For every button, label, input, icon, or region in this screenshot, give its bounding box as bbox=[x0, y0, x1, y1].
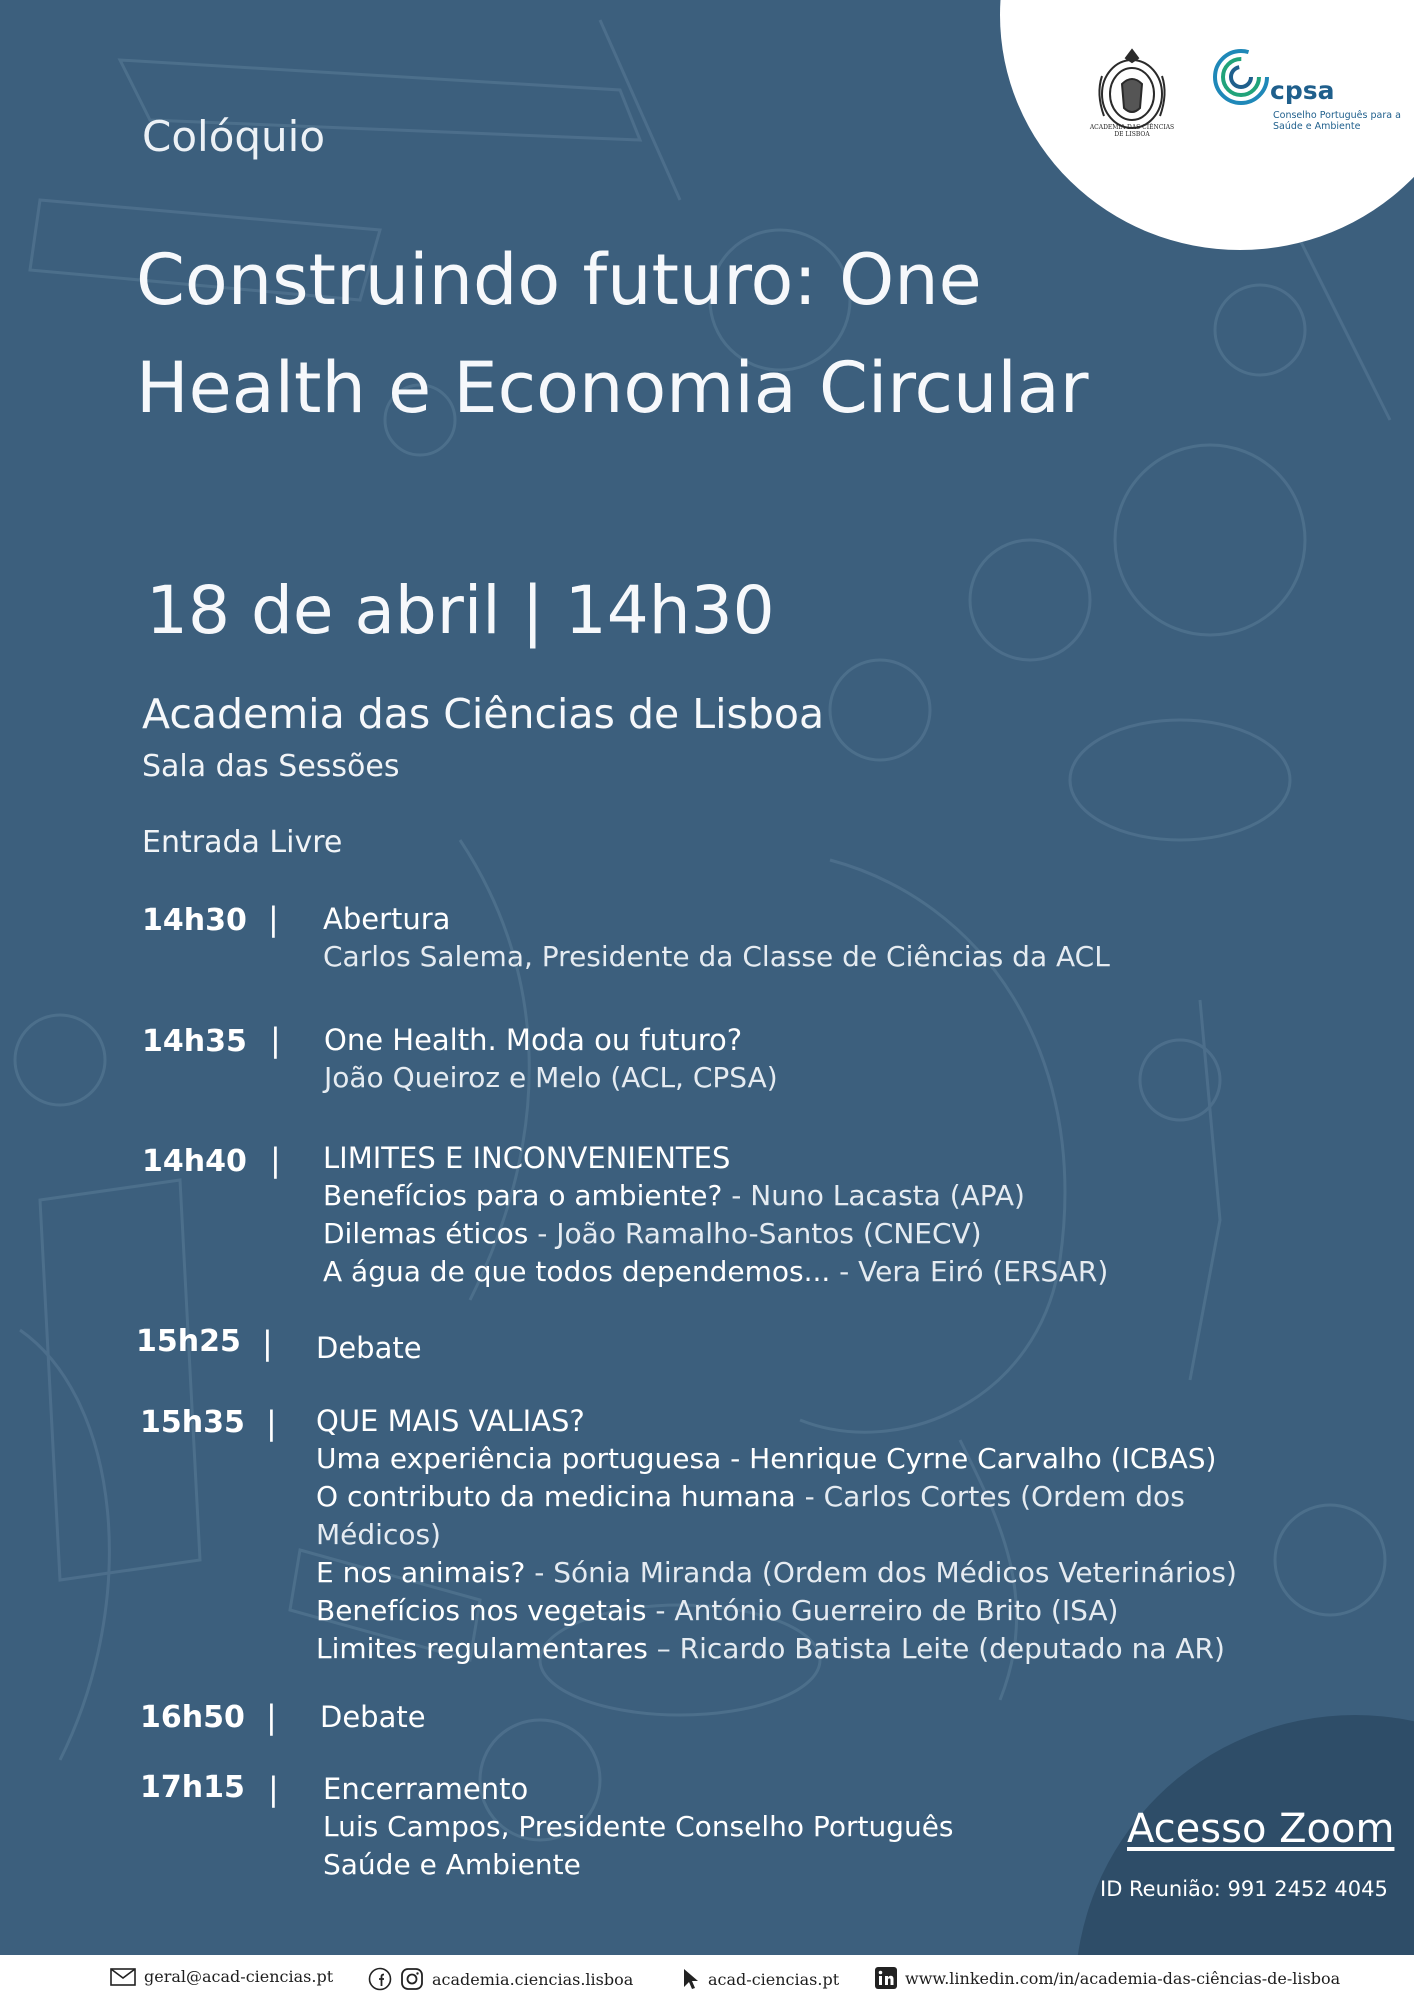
cpsa-logo-subtitle: Conselho Português para a Saúde e Ambiente bbox=[1273, 110, 1401, 132]
footer-linkedin[interactable] bbox=[875, 1967, 1340, 1989]
agenda-body bbox=[323, 1139, 1283, 1291]
agenda-body bbox=[323, 900, 1283, 976]
agenda-title: LIMITES E INCONVENIENTES bbox=[323, 1141, 731, 1175]
agenda-line bbox=[323, 1215, 1283, 1253]
cursor-icon bbox=[682, 1967, 700, 1991]
agenda-title: Abertura bbox=[323, 902, 451, 936]
agenda-line-bold: Uma experiência portuguesa - Henrique Cyrne Carvalho (ICBAS) bbox=[316, 1442, 1217, 1475]
agenda-separator: | bbox=[270, 1141, 281, 1179]
agenda-line-rest: Carlos Salema, Presidente da Classe de Ciências da ACL bbox=[323, 940, 1110, 973]
footer-social[interactable] bbox=[368, 1967, 633, 1991]
agenda-title: Debate bbox=[320, 1700, 426, 1734]
agenda-separator: | bbox=[270, 1021, 281, 1059]
agenda-line-bold: E nos animais? bbox=[316, 1556, 526, 1589]
agenda-line-rest: - António Guerreiro de Brito (ISA) bbox=[646, 1594, 1119, 1627]
agenda-line-bold: A água de que todos dependemos... bbox=[323, 1255, 831, 1288]
event-entry: Entrada Livre bbox=[142, 825, 343, 860]
agenda-separator: | bbox=[262, 1324, 273, 1362]
agenda-body bbox=[320, 1698, 1280, 1736]
agenda-line-rest: - Nuno Lacasta (APA) bbox=[722, 1179, 1025, 1212]
agenda-line-rest: Médicos) bbox=[316, 1518, 441, 1551]
website-url: acad-ciencias.pt bbox=[708, 1969, 840, 1989]
agenda-line-bold: Luis Campos, Presidente Conselho Português bbox=[323, 1810, 954, 1843]
agenda-time: 16h50 bbox=[140, 1700, 245, 1735]
event-kicker: Colóquio bbox=[142, 112, 326, 161]
event-room: Sala das Sessões bbox=[142, 749, 400, 784]
agenda-line-bold: Dilemas éticos bbox=[323, 1217, 529, 1250]
agenda-body bbox=[316, 1329, 1276, 1367]
agenda-line bbox=[323, 938, 1283, 976]
agenda-line bbox=[316, 1630, 1276, 1668]
agenda-title: QUE MAIS VALIAS? bbox=[316, 1404, 585, 1438]
agenda-line bbox=[316, 1440, 1276, 1478]
footer-website[interactable] bbox=[682, 1967, 839, 1991]
cpsa-logo-name: cpsa bbox=[1270, 76, 1335, 105]
agenda-time: 14h30 bbox=[142, 903, 247, 938]
agenda-line-rest: - Sónia Miranda (Ordem dos Médicos Veterinários) bbox=[525, 1556, 1237, 1589]
instagram-icon bbox=[400, 1967, 424, 1991]
agenda-body bbox=[316, 1402, 1276, 1668]
agenda-line bbox=[316, 1478, 1276, 1516]
agenda-line-bold: Benefícios para o ambiente? bbox=[323, 1179, 723, 1212]
agenda-title: Encerramento bbox=[323, 1772, 529, 1806]
agenda-separator: | bbox=[268, 1770, 279, 1808]
zoom-meeting-id: ID Reunião: 991 2452 4045 bbox=[1100, 1877, 1388, 1901]
agenda-line-bold: Limites regulamentares bbox=[316, 1632, 648, 1665]
email-address: geral@acad-ciencias.pt bbox=[144, 1967, 334, 1986]
agenda-line-rest: - Vera Eiró (ERSAR) bbox=[830, 1255, 1109, 1288]
agenda-body bbox=[324, 1021, 1284, 1097]
agenda-time: 15h35 bbox=[140, 1405, 245, 1440]
agenda-separator: | bbox=[268, 900, 279, 938]
footer-email[interactable] bbox=[110, 1967, 333, 1986]
cpsa-logo-icon bbox=[1212, 48, 1270, 106]
agenda-separator: | bbox=[266, 1404, 277, 1442]
agenda-line-bold: Saúde e Ambiente bbox=[323, 1848, 581, 1881]
agenda-time: 14h40 bbox=[142, 1144, 247, 1179]
agenda-line bbox=[324, 1059, 1284, 1097]
social-handle: academia.ciencias.lisboa bbox=[432, 1969, 634, 1989]
agenda-line bbox=[323, 1253, 1283, 1291]
agenda-line-rest: João Queiroz e Melo (ACL, CPSA) bbox=[324, 1061, 778, 1094]
agenda-line bbox=[316, 1516, 1276, 1554]
agenda-line bbox=[316, 1592, 1276, 1630]
footer bbox=[0, 1955, 1414, 2000]
event-venue: Academia das Ciências de Lisboa bbox=[142, 690, 825, 738]
agenda-title: One Health. Moda ou futuro? bbox=[324, 1023, 743, 1057]
academia-ciencias-logo-text: ACADEMIA DAS CIÊNCIAS DE LISBOA bbox=[1089, 124, 1175, 138]
event-date-time: 18 de abril | 14h30 bbox=[146, 572, 775, 649]
agenda-line-rest: - João Ramalho-Santos (CNECV) bbox=[528, 1217, 982, 1250]
facebook-icon bbox=[368, 1967, 392, 1991]
agenda-line bbox=[316, 1554, 1276, 1592]
agenda-separator: | bbox=[266, 1698, 277, 1736]
linkedin-url: www.linkedin.com/in/academia-das-ciências-de-lisboa bbox=[905, 1968, 1341, 1988]
agenda-line-bold: Benefícios nos vegetais bbox=[316, 1594, 647, 1627]
agenda-line-rest: - Carlos Cortes (Ordem dos bbox=[795, 1480, 1185, 1513]
agenda-time: 14h35 bbox=[142, 1024, 247, 1059]
agenda-line bbox=[323, 1177, 1283, 1215]
email-icon bbox=[110, 1968, 136, 1986]
agenda-line-bold: O contributo da medicina humana bbox=[316, 1480, 796, 1513]
agenda-line-rest: – Ricardo Batista Leite (deputado na AR) bbox=[647, 1632, 1225, 1665]
linkedin-icon bbox=[875, 1967, 897, 1989]
agenda-time: 15h25 bbox=[136, 1324, 241, 1359]
agenda-title: Debate bbox=[316, 1331, 422, 1365]
agenda-time: 17h15 bbox=[140, 1770, 245, 1805]
zoom-access-link[interactable]: Acesso Zoom bbox=[1127, 1806, 1395, 1852]
event-title: Construindo futuro: One Health e Economia Circular bbox=[136, 239, 1089, 429]
